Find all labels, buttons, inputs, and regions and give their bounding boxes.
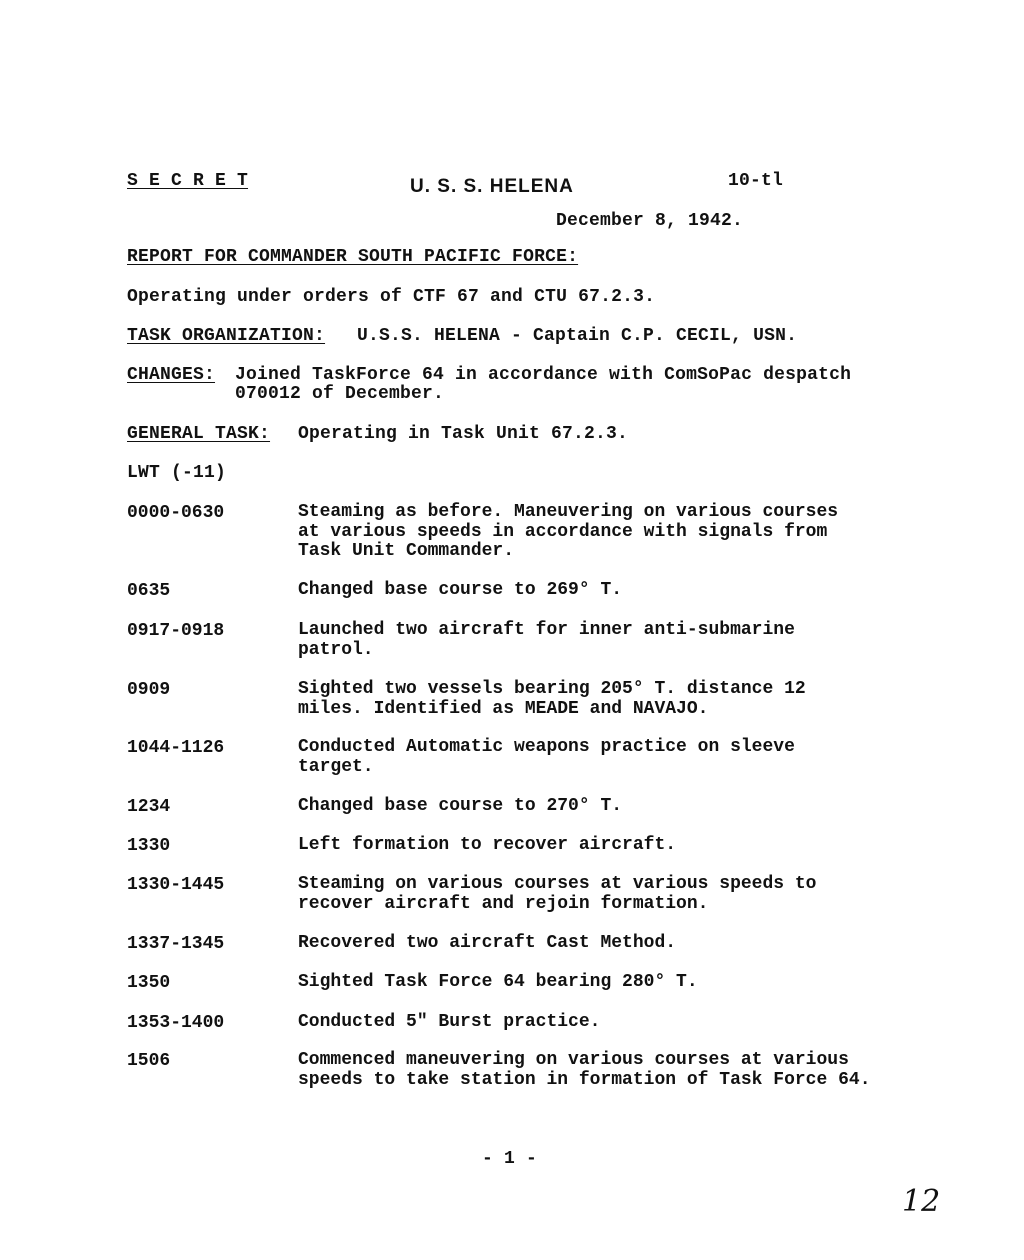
report-date: December 8, 1942. [556,211,744,231]
document-reference: 10-tl [728,171,784,191]
time-zone: LWT (-11) [127,463,227,483]
changes-line-1: Joined TaskForce 64 in accordance with ComSoPac despatch [235,365,852,385]
log-text: Changed base course to 270° T. [298,796,623,816]
log-text: Launched two aircraft for inner anti-submarine patrol. [298,620,795,660]
handwritten-page-number: 12 [902,1184,941,1219]
log-time: 1350 [127,973,171,993]
classification-mark: S E C R E T [127,171,249,191]
log-time: 1234 [127,797,171,817]
log-time: 0635 [127,581,171,601]
changes-line-2: 070012 of December. [235,384,445,404]
log-time: 1506 [127,1051,171,1071]
general-task-label: GENERAL TASK: [127,424,271,444]
log-text: Conducted 5" Burst practice. [298,1012,601,1032]
log-time: 1044-1126 [127,738,225,758]
task-organization-label: TASK ORGANIZATION: [127,326,326,346]
log-time: 0917-0918 [127,621,225,641]
log-text: Changed base course to 269° T. [298,580,623,600]
log-time: 1337-1345 [127,934,225,954]
log-time: 1330 [127,836,171,856]
log-text: Left formation to recover aircraft. [298,835,677,855]
task-organization-text: U.S.S. HELENA - Captain C.P. CECIL, USN. [357,326,798,346]
operating-orders: Operating under orders of CTF 67 and CTU 67.2.3. [127,287,656,307]
log-text: Sighted Task Force 64 bearing 280° T. [298,972,698,992]
log-time: 1330-1445 [127,875,225,895]
log-text: Sighted two vessels bearing 205° T. distance 12 miles. Identified as MEADE and NAVAJO. [298,679,806,719]
general-task-text: Operating in Task Unit 67.2.3. [298,424,629,444]
changes-label: CHANGES: [127,365,216,385]
log-text: Commenced maneuvering on various courses at various speeds to take station in formation of Task Force 64. [298,1050,871,1090]
log-text: Conducted Automatic weapons practice on sleeve target. [298,737,795,777]
report-title: REPORT FOR COMMANDER SOUTH PACIFIC FORCE: [127,247,579,267]
log-text: Steaming on various courses at various speeds to recover aircraft and rejoin formation. [298,874,817,914]
log-text: Steaming as before. Maneuvering on various courses at various speeds in accordance with signals from Task Unit Commander. [298,502,839,561]
log-time: 0909 [127,680,171,700]
log-text: Recovered two aircraft Cast Method. [298,933,677,953]
ship-name: U. S. S. HELENA [410,176,574,197]
log-time: 0000-0630 [127,503,225,523]
log-time: 1353-1400 [127,1013,225,1033]
page-number: - 1 - [482,1149,538,1169]
